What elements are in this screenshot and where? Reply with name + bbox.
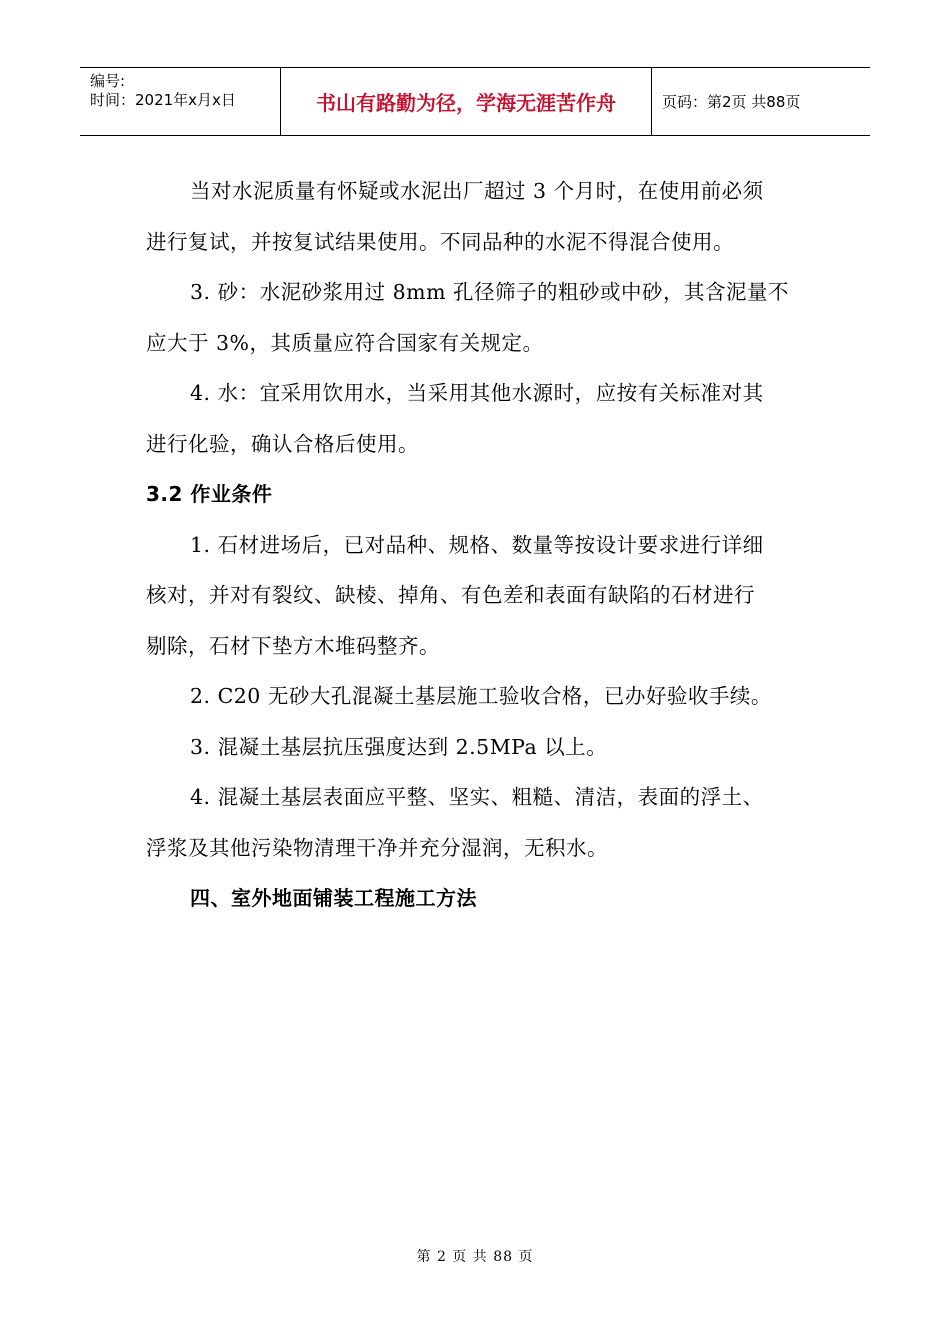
document-number-label: 编号: bbox=[90, 72, 126, 90]
paragraph-line: 当对水泥质量有怀疑或水泥出厂超过 3 个月时，在使用前必须 bbox=[190, 179, 764, 203]
document-body bbox=[146, 166, 806, 924]
header-page-info: 页码：第2页 共88页 bbox=[662, 93, 801, 111]
section-heading: 3.2 作业条件 bbox=[146, 482, 273, 506]
document-date: 时间：2021年x月x日 bbox=[90, 91, 236, 109]
paragraph-line: 3. 砂：水泥砂浆用过 8mm 孔径筛子的粗砂或中砂，其含泥量不 bbox=[190, 280, 790, 304]
paragraph-line: 3. 混凝土基层抗压强度达到 2.5MPa 以上。 bbox=[190, 734, 608, 759]
paragraph-line: 1. 石材进场后，已对品种、规格、数量等按设计要求进行详细 bbox=[190, 532, 764, 557]
paragraph-line: 2. C20 无砂大孔混凝土基层施工验收合格，已办好验收手续。 bbox=[190, 684, 772, 708]
page-header bbox=[80, 67, 870, 136]
paragraph-line: 浮浆及其他污染物清理干净并充分湿润，无积水。 bbox=[146, 835, 608, 860]
paragraph-line: 应大于 3%，其质量应符合国家有关规定。 bbox=[146, 330, 544, 355]
paragraph-line: 4. 水：宜采用饮用水，当采用其他水源时，应按有关标准对其 bbox=[190, 381, 764, 405]
paragraph-line: 核对，并对有裂纹、缺棱、掉角、有色差和表面有缺陷的石材进行 bbox=[146, 583, 755, 607]
header-meta bbox=[80, 68, 280, 135]
paragraph-line: 进行复试，并按复试结果使用。不同品种的水泥不得混合使用。 bbox=[146, 229, 734, 254]
header-motto: 书山有路勤为径，学海无涯苦作舟 bbox=[280, 68, 652, 135]
chapter-heading: 四、室外地面铺装工程施工方法 bbox=[190, 886, 477, 910]
paragraph-line: 剔除，石材下垫方木堆码整齐。 bbox=[146, 633, 440, 658]
paragraph-line: 进行化验，确认合格后使用。 bbox=[146, 431, 419, 456]
page-footer: 第 2 页 共 88 页 bbox=[416, 1249, 534, 1265]
paragraph-line: 4. 混凝土基层表面应平整、坚实、粗糙、清洁，表面的浮土、 bbox=[190, 785, 764, 809]
